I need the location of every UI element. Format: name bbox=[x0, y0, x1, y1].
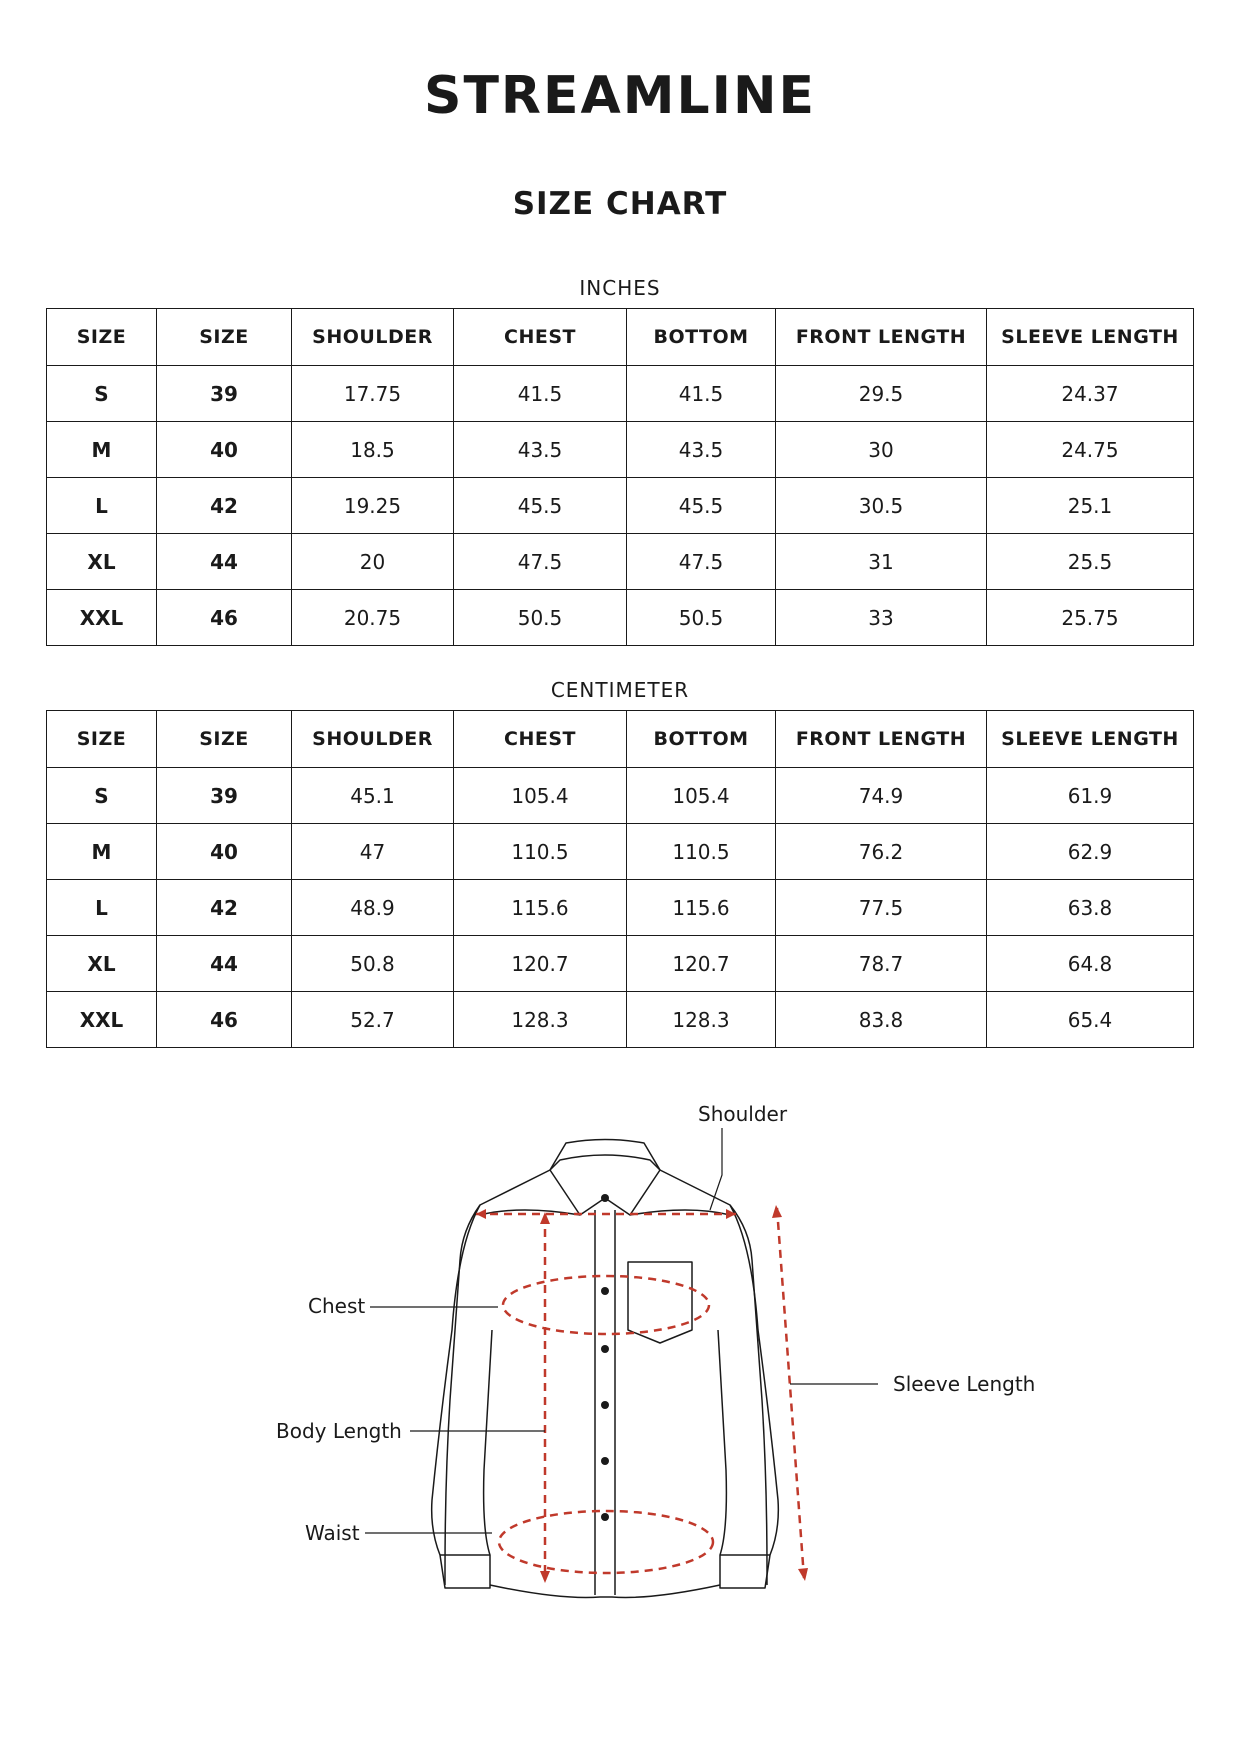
measurement-guides bbox=[476, 1208, 804, 1580]
table-cell: 44 bbox=[157, 936, 292, 992]
table-cell: 20 bbox=[292, 534, 454, 590]
table-row bbox=[47, 768, 1194, 824]
column-header: SHOULDER bbox=[292, 711, 454, 768]
table-cell: 50.8 bbox=[292, 936, 454, 992]
table-cell: 78.7 bbox=[776, 936, 987, 992]
page-title: SIZE CHART bbox=[512, 186, 728, 222]
table-cell: 110.5 bbox=[627, 824, 776, 880]
chest-label: Chest bbox=[308, 1294, 366, 1318]
table-cell: 19.25 bbox=[292, 478, 454, 534]
table-cell: 30.5 bbox=[776, 478, 987, 534]
column-header: SLEEVE LENGTH bbox=[987, 711, 1194, 768]
body-length-label: Body Length bbox=[276, 1419, 402, 1443]
table-cell: 128.3 bbox=[627, 992, 776, 1048]
centimeter-body bbox=[47, 768, 1194, 1048]
table-row bbox=[47, 936, 1194, 992]
table-cell: 47.5 bbox=[627, 534, 776, 590]
table-cell: 42 bbox=[157, 478, 292, 534]
table-cell: 77.5 bbox=[776, 880, 987, 936]
table-row bbox=[47, 590, 1194, 646]
table-cell: 46 bbox=[157, 992, 292, 1048]
table-cell: XL bbox=[47, 936, 157, 992]
table-cell: 43.5 bbox=[627, 422, 776, 478]
table-cell: 18.5 bbox=[292, 422, 454, 478]
table-cell: M bbox=[47, 824, 157, 880]
table-cell: 45.5 bbox=[454, 478, 627, 534]
table-cell: 52.7 bbox=[292, 992, 454, 1048]
table-row bbox=[47, 824, 1194, 880]
table-cell: 105.4 bbox=[454, 768, 627, 824]
table-row bbox=[47, 422, 1194, 478]
table-cell: 47.5 bbox=[454, 534, 627, 590]
table-cell: 45.1 bbox=[292, 768, 454, 824]
table-cell: 33 bbox=[776, 590, 987, 646]
inches-caption: INCHES bbox=[579, 276, 661, 300]
table-cell: 120.7 bbox=[454, 936, 627, 992]
table-cell: 25.75 bbox=[987, 590, 1194, 646]
shoulder-label: Shoulder bbox=[698, 1102, 788, 1126]
table-cell: 29.5 bbox=[776, 366, 987, 422]
table-cell: L bbox=[47, 880, 157, 936]
column-header: CHEST bbox=[454, 711, 627, 768]
table-cell: 41.5 bbox=[627, 366, 776, 422]
sleeve-length-label: Sleeve Length bbox=[893, 1372, 1036, 1396]
table-cell: 105.4 bbox=[627, 768, 776, 824]
table-cell: 63.8 bbox=[987, 880, 1194, 936]
table-cell: 44 bbox=[157, 534, 292, 590]
brand-title: STREAMLINE bbox=[424, 66, 816, 126]
shirt-outline bbox=[432, 1140, 779, 1598]
table-cell: 17.75 bbox=[292, 366, 454, 422]
column-header: SIZE bbox=[47, 711, 157, 768]
table-cell: 25.1 bbox=[987, 478, 1194, 534]
chest-guide bbox=[503, 1276, 709, 1334]
table-cell: 24.75 bbox=[987, 422, 1194, 478]
table-cell: 39 bbox=[157, 768, 292, 824]
waist-label: Waist bbox=[305, 1521, 360, 1545]
table-cell: XXL bbox=[47, 992, 157, 1048]
table-cell: 25.5 bbox=[987, 534, 1194, 590]
column-header: FRONT LENGTH bbox=[776, 309, 987, 366]
centimeter-table bbox=[46, 710, 1194, 1048]
table-cell: 65.4 bbox=[987, 992, 1194, 1048]
shirt-measurement-diagram bbox=[0, 1080, 1240, 1620]
table-cell: 74.9 bbox=[776, 768, 987, 824]
table-cell: 50.5 bbox=[454, 590, 627, 646]
table-cell: 76.2 bbox=[776, 824, 987, 880]
table-cell: S bbox=[47, 768, 157, 824]
table-cell: 120.7 bbox=[627, 936, 776, 992]
table-row bbox=[47, 366, 1194, 422]
table-cell: 24.37 bbox=[987, 366, 1194, 422]
table-cell: 42 bbox=[157, 880, 292, 936]
table-cell: M bbox=[47, 422, 157, 478]
table-cell: 64.8 bbox=[987, 936, 1194, 992]
table-cell: XL bbox=[47, 534, 157, 590]
inches-body bbox=[47, 366, 1194, 646]
column-header: BOTTOM bbox=[627, 711, 776, 768]
table-cell: L bbox=[47, 478, 157, 534]
table-cell: 45.5 bbox=[627, 478, 776, 534]
table-cell: 39 bbox=[157, 366, 292, 422]
table-cell: 62.9 bbox=[987, 824, 1194, 880]
table-cell: 61.9 bbox=[987, 768, 1194, 824]
inches-table bbox=[46, 308, 1194, 646]
table-cell: 115.6 bbox=[627, 880, 776, 936]
table-cell: XXL bbox=[47, 590, 157, 646]
table-cell: 110.5 bbox=[454, 824, 627, 880]
column-header: FRONT LENGTH bbox=[776, 711, 987, 768]
sleeve-length-guide bbox=[777, 1208, 804, 1578]
table-cell: 128.3 bbox=[454, 992, 627, 1048]
column-header: BOTTOM bbox=[627, 309, 776, 366]
table-row bbox=[47, 880, 1194, 936]
column-header: SIZE bbox=[157, 309, 292, 366]
table-cell: 41.5 bbox=[454, 366, 627, 422]
table-cell: 40 bbox=[157, 422, 292, 478]
centimeter-caption: CENTIMETER bbox=[550, 678, 690, 702]
column-header: CHEST bbox=[454, 309, 627, 366]
table-cell: 31 bbox=[776, 534, 987, 590]
table-cell: 115.6 bbox=[454, 880, 627, 936]
table-cell: 83.8 bbox=[776, 992, 987, 1048]
table-cell: 47 bbox=[292, 824, 454, 880]
column-header: SLEEVE LENGTH bbox=[987, 309, 1194, 366]
table-row bbox=[47, 534, 1194, 590]
table-cell: 50.5 bbox=[627, 590, 776, 646]
table-cell: 48.9 bbox=[292, 880, 454, 936]
column-header: SIZE bbox=[47, 309, 157, 366]
table-row bbox=[47, 478, 1194, 534]
table-cell: 46 bbox=[157, 590, 292, 646]
shirt-buttons bbox=[601, 1194, 609, 1521]
table-cell: 30 bbox=[776, 422, 987, 478]
table-cell: 40 bbox=[157, 824, 292, 880]
table-row bbox=[47, 992, 1194, 1048]
table-cell: 20.75 bbox=[292, 590, 454, 646]
header-row bbox=[47, 309, 1194, 366]
column-header: SIZE bbox=[157, 711, 292, 768]
header-row bbox=[47, 711, 1194, 768]
column-header: SHOULDER bbox=[292, 309, 454, 366]
table-cell: 43.5 bbox=[454, 422, 627, 478]
table-cell: S bbox=[47, 366, 157, 422]
